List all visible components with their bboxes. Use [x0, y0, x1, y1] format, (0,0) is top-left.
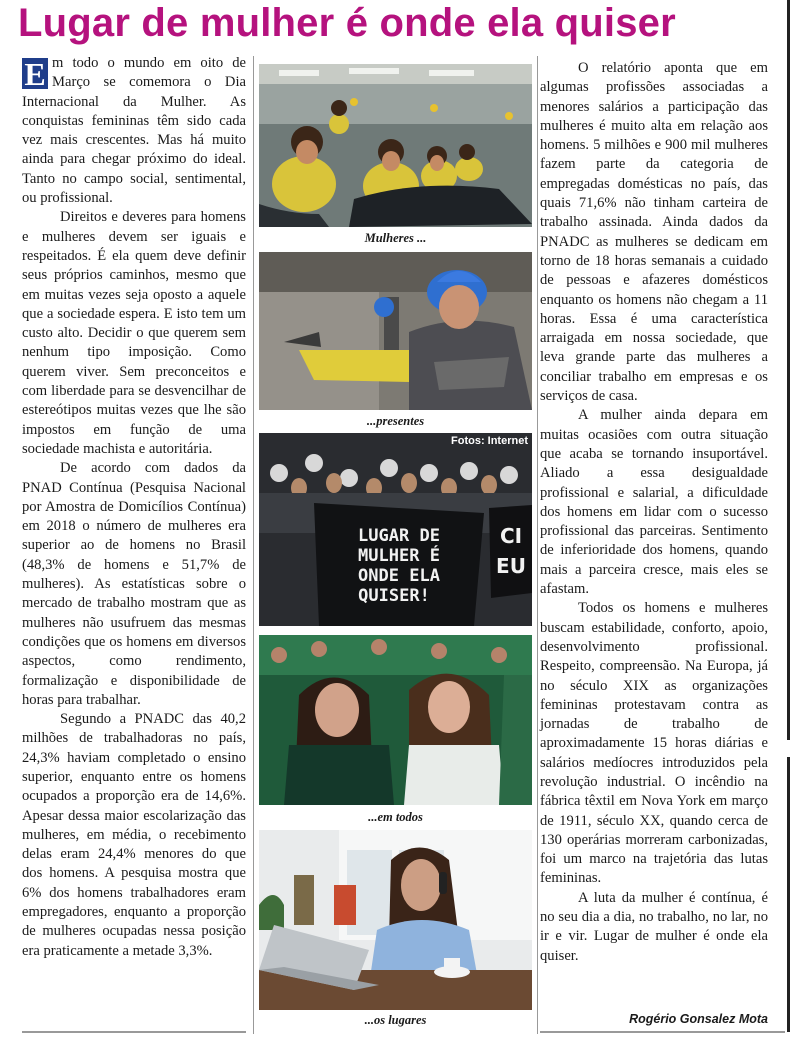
- banner-line-1: LUGAR DE: [358, 526, 440, 546]
- column-rule-left: [253, 56, 254, 1034]
- banner-side-1: CI: [499, 524, 523, 548]
- paragraph-7: Todos os homens e mulheres buscam estabilidade, conforto, apoio, desenvolvimento profissional. Respeito, compreensão. Na Europa, já no século XIX as organizações femininas protestavam contra as jornadas de trabalho de aproximadamente 15 horas diárias e salários medíocres introduzidos pela revolução industrial. O incêndio na fábrica têxtil em Nova York em março de 1911, século XX, quando cerca de 130 operárias morreram carbonizadas, foi um marco na trajetória das lutas femininas.: [540, 600, 768, 887]
- caption-1: Mulheres ...: [364, 231, 427, 245]
- paragraph-1-text: m todo o mundo em oito de Março se comemora o Dia Internacional da Mulher. As conquistas femininas têm sido cada vez mais crescentes. Mas há muito ainda para chegar próximo do ideal. Tanto no campo social, sentimental, ou profissional.: [22, 55, 246, 207]
- banner-line-4: QUISER!: [358, 586, 430, 606]
- photo-factory-workers: [259, 64, 532, 227]
- paragraph-3: De acordo com dados da PNAD Contínua (Pesquisa Nacional por Amostra de Domicílios Contínua) em 2018 o número de mulheres era superior ao de homens no Brasil (48,3% de homens e 51,7% de mulheres). As estatísticas sobre o mercado de trabalho mostram que as mulheres não usufruem das mesmas condições que os homens em diversos aspectos, como rendimento, formalização e disponibilidade de horas para trabalhar.: [22, 460, 246, 708]
- author-signature: Rogério Gonsalez Mota: [629, 1012, 768, 1026]
- photo-construction-worker: [259, 252, 532, 410]
- paragraph-4: Segundo a PNADC das 40,2 milhões de trabalhadoras no país, 24,3% haviam completado o ensino superior, enquanto entre os homens ocupados a proporção era de 14,6%. Apesar dessa maior escolarização das mulheres, em média, o recebimento delas eram 24,4% menores do que dos homens. A pesquisa mostra que 6% dos homens trabalhadores eram empregadores, enquanto a proporção de mulheres ocupadas nessa posição era praticamente a metade 3,3%.: [22, 711, 246, 959]
- bottom-rule-right: [540, 1031, 785, 1033]
- photo-credit: Fotos: Internet: [451, 435, 528, 447]
- page-edge-mark-bottom: [787, 757, 790, 1032]
- photo-woman-laptop: [259, 830, 532, 1010]
- paragraph-2: Direitos e deveres para homens e mulheres devem ser iguais e respeitados. É ela quem deve definir seus próprios caminhos, mesmo que em muitas vezes seja oposto a aquele que a sociedade espera. E isto tem um custo alto. Decidir o que querem sem nenhum tipo imposição. Como querem viver. Sem preconceitos e com liberdade para se desvencilhar de estereótipos muitas vezes que lhe são impostos em função de uma sociedade machista e autoritária.: [22, 209, 246, 457]
- drop-cap: E: [22, 58, 48, 89]
- photo-stadium-fans: [259, 635, 532, 805]
- article-column-right: [540, 59, 768, 966]
- paragraph-1: [22, 54, 246, 208]
- column-rule-right: [537, 56, 538, 1034]
- paragraph-8: A luta da mulher é contínua, é no seu dia a dia, no trabalho, no lar, no ir e vir. Lugar de mulher é onde ela quiser.: [540, 889, 768, 964]
- page-edge-mark-top: [787, 0, 790, 740]
- caption-2: ...presentes: [366, 414, 425, 428]
- headline: Lugar de mulher é onde ela quiser: [18, 1, 676, 45]
- banner-side-2: EU: [496, 554, 526, 578]
- banner-line-3: ONDE ELA: [358, 566, 440, 586]
- caption-5: ...os lugares: [364, 1013, 427, 1027]
- paragraph-5: O relatório aponta que em algumas profissões associadas a menores salários a participação das mulheres é muito alta em relação aos homens. 5 milhões e 900 mil mulheres fazem parte da categoria de empregadas domésticas no país, das quais 71,6% não tinham carteira de trabalho assinada. Ainda dados da PNADC as mulheres se dedicam em torno de 18 horas semanais a cuidado de pessoas e afazeres domésticos enquanto os homens não chegam a 11 horas. Essa é uma característica arraigada em nossa sociedade, que leva grande parte das mulheres a conciliar trabalho em empresas e os serviços de casa.: [540, 60, 768, 405]
- banner-line-2: MULHER É: [358, 546, 440, 566]
- photo-stadium-banner: [259, 433, 532, 626]
- article-column-left: [22, 54, 246, 961]
- paragraph-6: A mulher ainda depara em muitas ocasiões com outra situação que acaba se tornando insuportável. Aliado a essa desigualdade profissional e salarial, a dificuldade dos homens em lidar com o sucesso profissional das parceiras. Sentimento de inferioridade dos homens, quando mais a parceira cresce, mais eles se afastam.: [540, 407, 768, 598]
- caption-4: ...em todos: [368, 810, 423, 824]
- bottom-rule-left: [22, 1031, 246, 1033]
